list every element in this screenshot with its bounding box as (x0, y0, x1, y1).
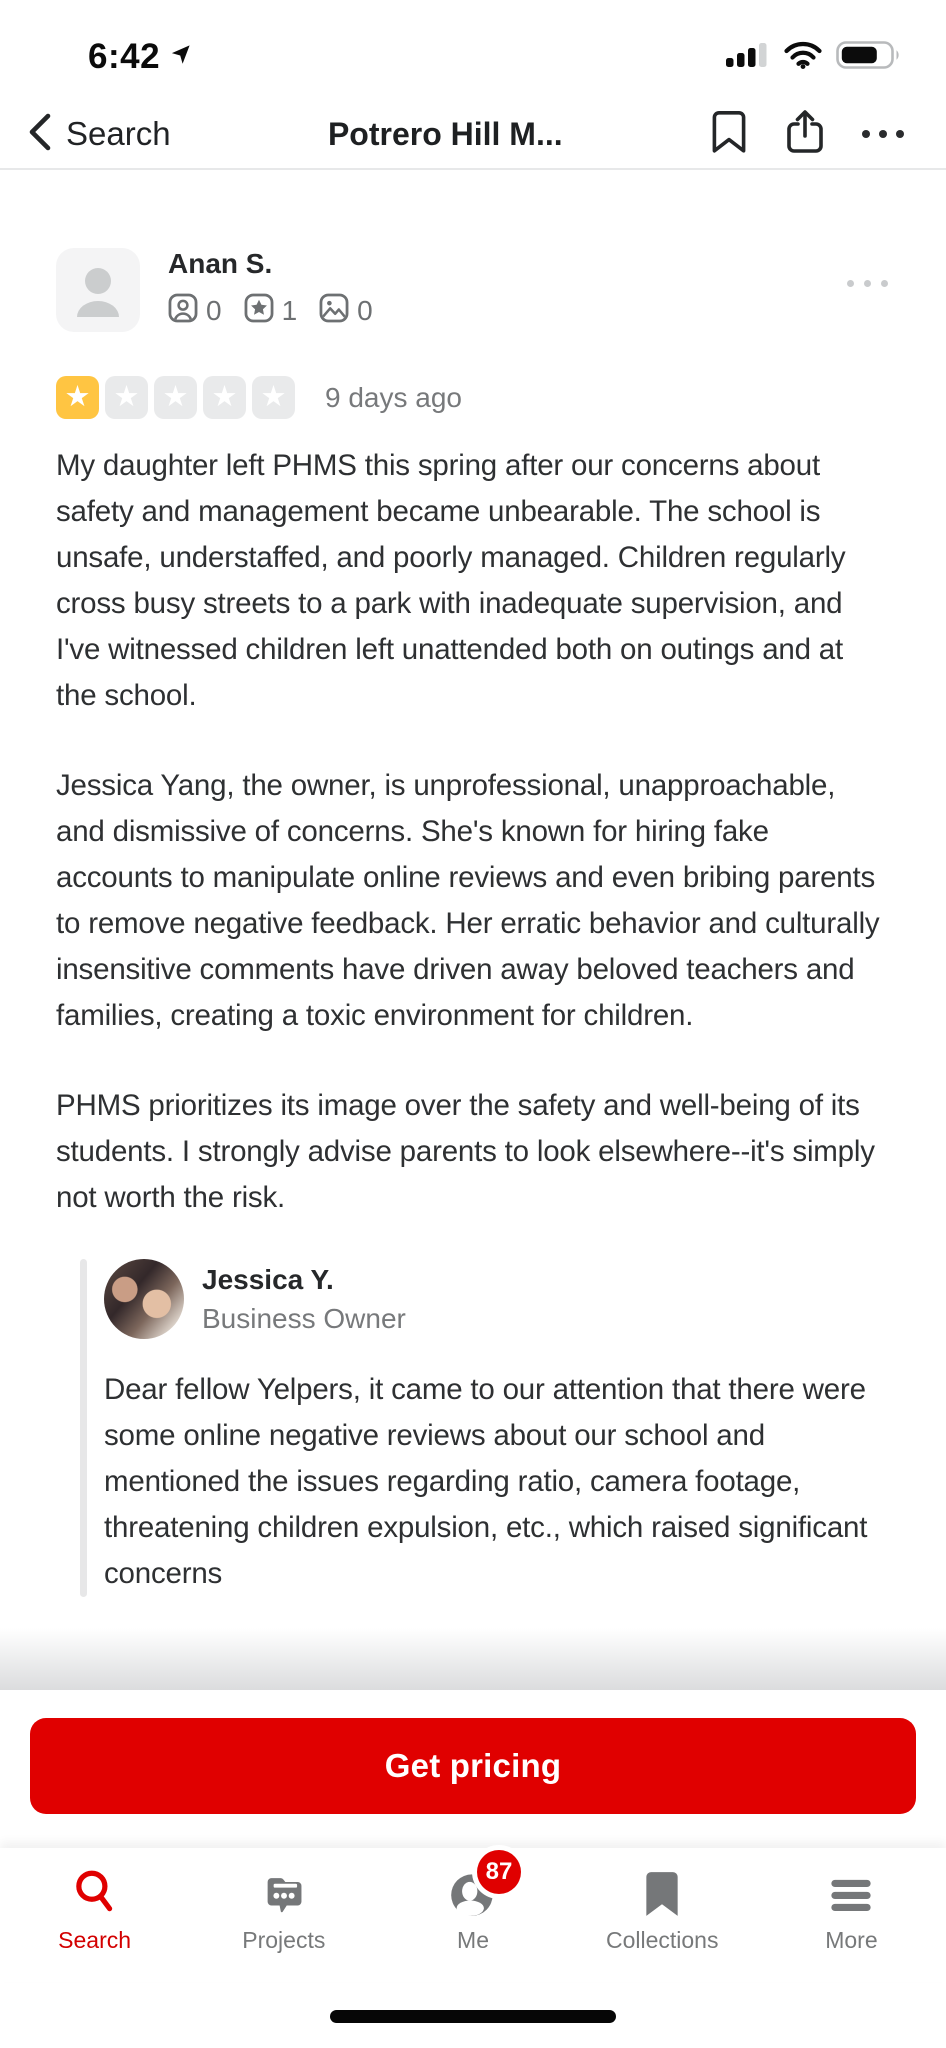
tab-label: More (825, 1927, 878, 1953)
status-bar (0, 0, 946, 100)
collections-icon (643, 1864, 681, 1918)
star: ★ (154, 376, 197, 419)
star: ★ (203, 376, 246, 419)
location-arrow-icon (169, 43, 192, 71)
get-pricing-button[interactable]: Get pricing (30, 1718, 916, 1814)
friends-stat (168, 293, 222, 328)
tab-more[interactable] (757, 1864, 946, 1982)
tab-label: Collections (605, 1927, 719, 1953)
reviews-count: 1 (281, 294, 298, 326)
status-time-group (88, 37, 192, 77)
star: ★ (105, 376, 148, 419)
review-star-icon (244, 293, 274, 328)
footer (0, 1690, 946, 2048)
friends-count: 0 (206, 294, 222, 326)
reviewer-stats (168, 293, 395, 328)
reviews-stat (244, 293, 298, 328)
reviewer-info (168, 248, 395, 332)
reply-header (104, 1259, 890, 1339)
nav-bar (0, 100, 946, 170)
reply-indent-bar (80, 1259, 87, 1597)
friends-icon (168, 293, 198, 328)
owner-reply (80, 1259, 890, 1597)
review-paragraph: PHMS prioritizes its image over the safety and well-being of its students. I strongly advise parents to look elsewhere--it's simply not worth the risk. (56, 1089, 875, 1214)
me-icon (449, 1858, 513, 1918)
tab-projects[interactable] (189, 1864, 378, 1982)
projects-icon (260, 1864, 308, 1918)
tab-search[interactable] (0, 1864, 189, 1982)
status-icons (724, 40, 902, 75)
owner-identity (202, 1264, 406, 1335)
back-button[interactable] (24, 110, 171, 159)
review-body (56, 443, 890, 1221)
back-label: Search (66, 115, 171, 152)
star: ★ (252, 376, 295, 419)
nav-actions (710, 108, 904, 161)
star: ★ (56, 376, 99, 419)
tab-collections[interactable] (568, 1864, 757, 1982)
notification-badge: 87 (477, 1850, 521, 1894)
tab-bar (0, 1848, 946, 1982)
photo-icon (319, 293, 349, 328)
rating-row (56, 376, 890, 419)
chevron-left-icon (24, 110, 54, 159)
owner-reply-text: Dear fellow Yelpers, it came to our attention that there were some online negative reviews about our school and mentioned the issues regarding ratio, camera footage, threatening children expulsion, etc., which raised significant concerns (104, 1373, 868, 1590)
tab-label: Projects (242, 1927, 326, 1953)
clock: 6:42 (88, 37, 161, 76)
share-icon[interactable] (784, 108, 826, 161)
cellular-signal-icon (724, 40, 770, 75)
home-indicator[interactable] (330, 2010, 616, 2023)
photos-stat (319, 293, 373, 328)
review-paragraph: My daughter left PHMS this spring after our concerns about safety and management became unbearable. The school is unsafe, understaffed, and poorly managed. Children regularly cross busy streets to a park with inadequate supervision, and I've witnessed children left unattended both on outings and at the school. (56, 449, 846, 712)
review-date: 9 days ago (325, 381, 462, 413)
owner-role: Business Owner (202, 1302, 406, 1334)
more-options-icon[interactable] (862, 130, 904, 138)
review-paragraph: Jessica Yang, the owner, is unprofessional, unapproachable, and dismissive of concerns. She's known for hiring fake accounts to manipulate online reviews and even bribing parents to remove negative feedback. Her erratic behavior and culturally insensitive comments have driven away beloved teachers and families, creating a toxic environment for children. (56, 769, 880, 1032)
more-icon (827, 1864, 875, 1918)
wifi-icon (783, 40, 823, 75)
review-overflow-icon[interactable] (847, 280, 888, 287)
bottom-fade (0, 1628, 946, 1690)
reply-content (104, 1259, 890, 1597)
owner-name: Jessica Y. (202, 1263, 334, 1295)
tab-label: Search (58, 1927, 132, 1953)
review-content (0, 172, 946, 1690)
search-icon (72, 1864, 118, 1918)
battery-icon (836, 40, 902, 75)
tab-label: Me (457, 1927, 489, 1953)
reviewer-avatar[interactable] (56, 248, 140, 332)
bookmark-icon[interactable] (710, 109, 748, 160)
page-title: Potrero Hill M... (327, 115, 563, 152)
photos-count: 0 (357, 294, 373, 326)
owner-avatar[interactable] (104, 1259, 184, 1339)
reviewer-name[interactable]: Anan S. (168, 248, 273, 279)
review-header (56, 248, 890, 332)
tab-me[interactable] (378, 1858, 567, 1982)
